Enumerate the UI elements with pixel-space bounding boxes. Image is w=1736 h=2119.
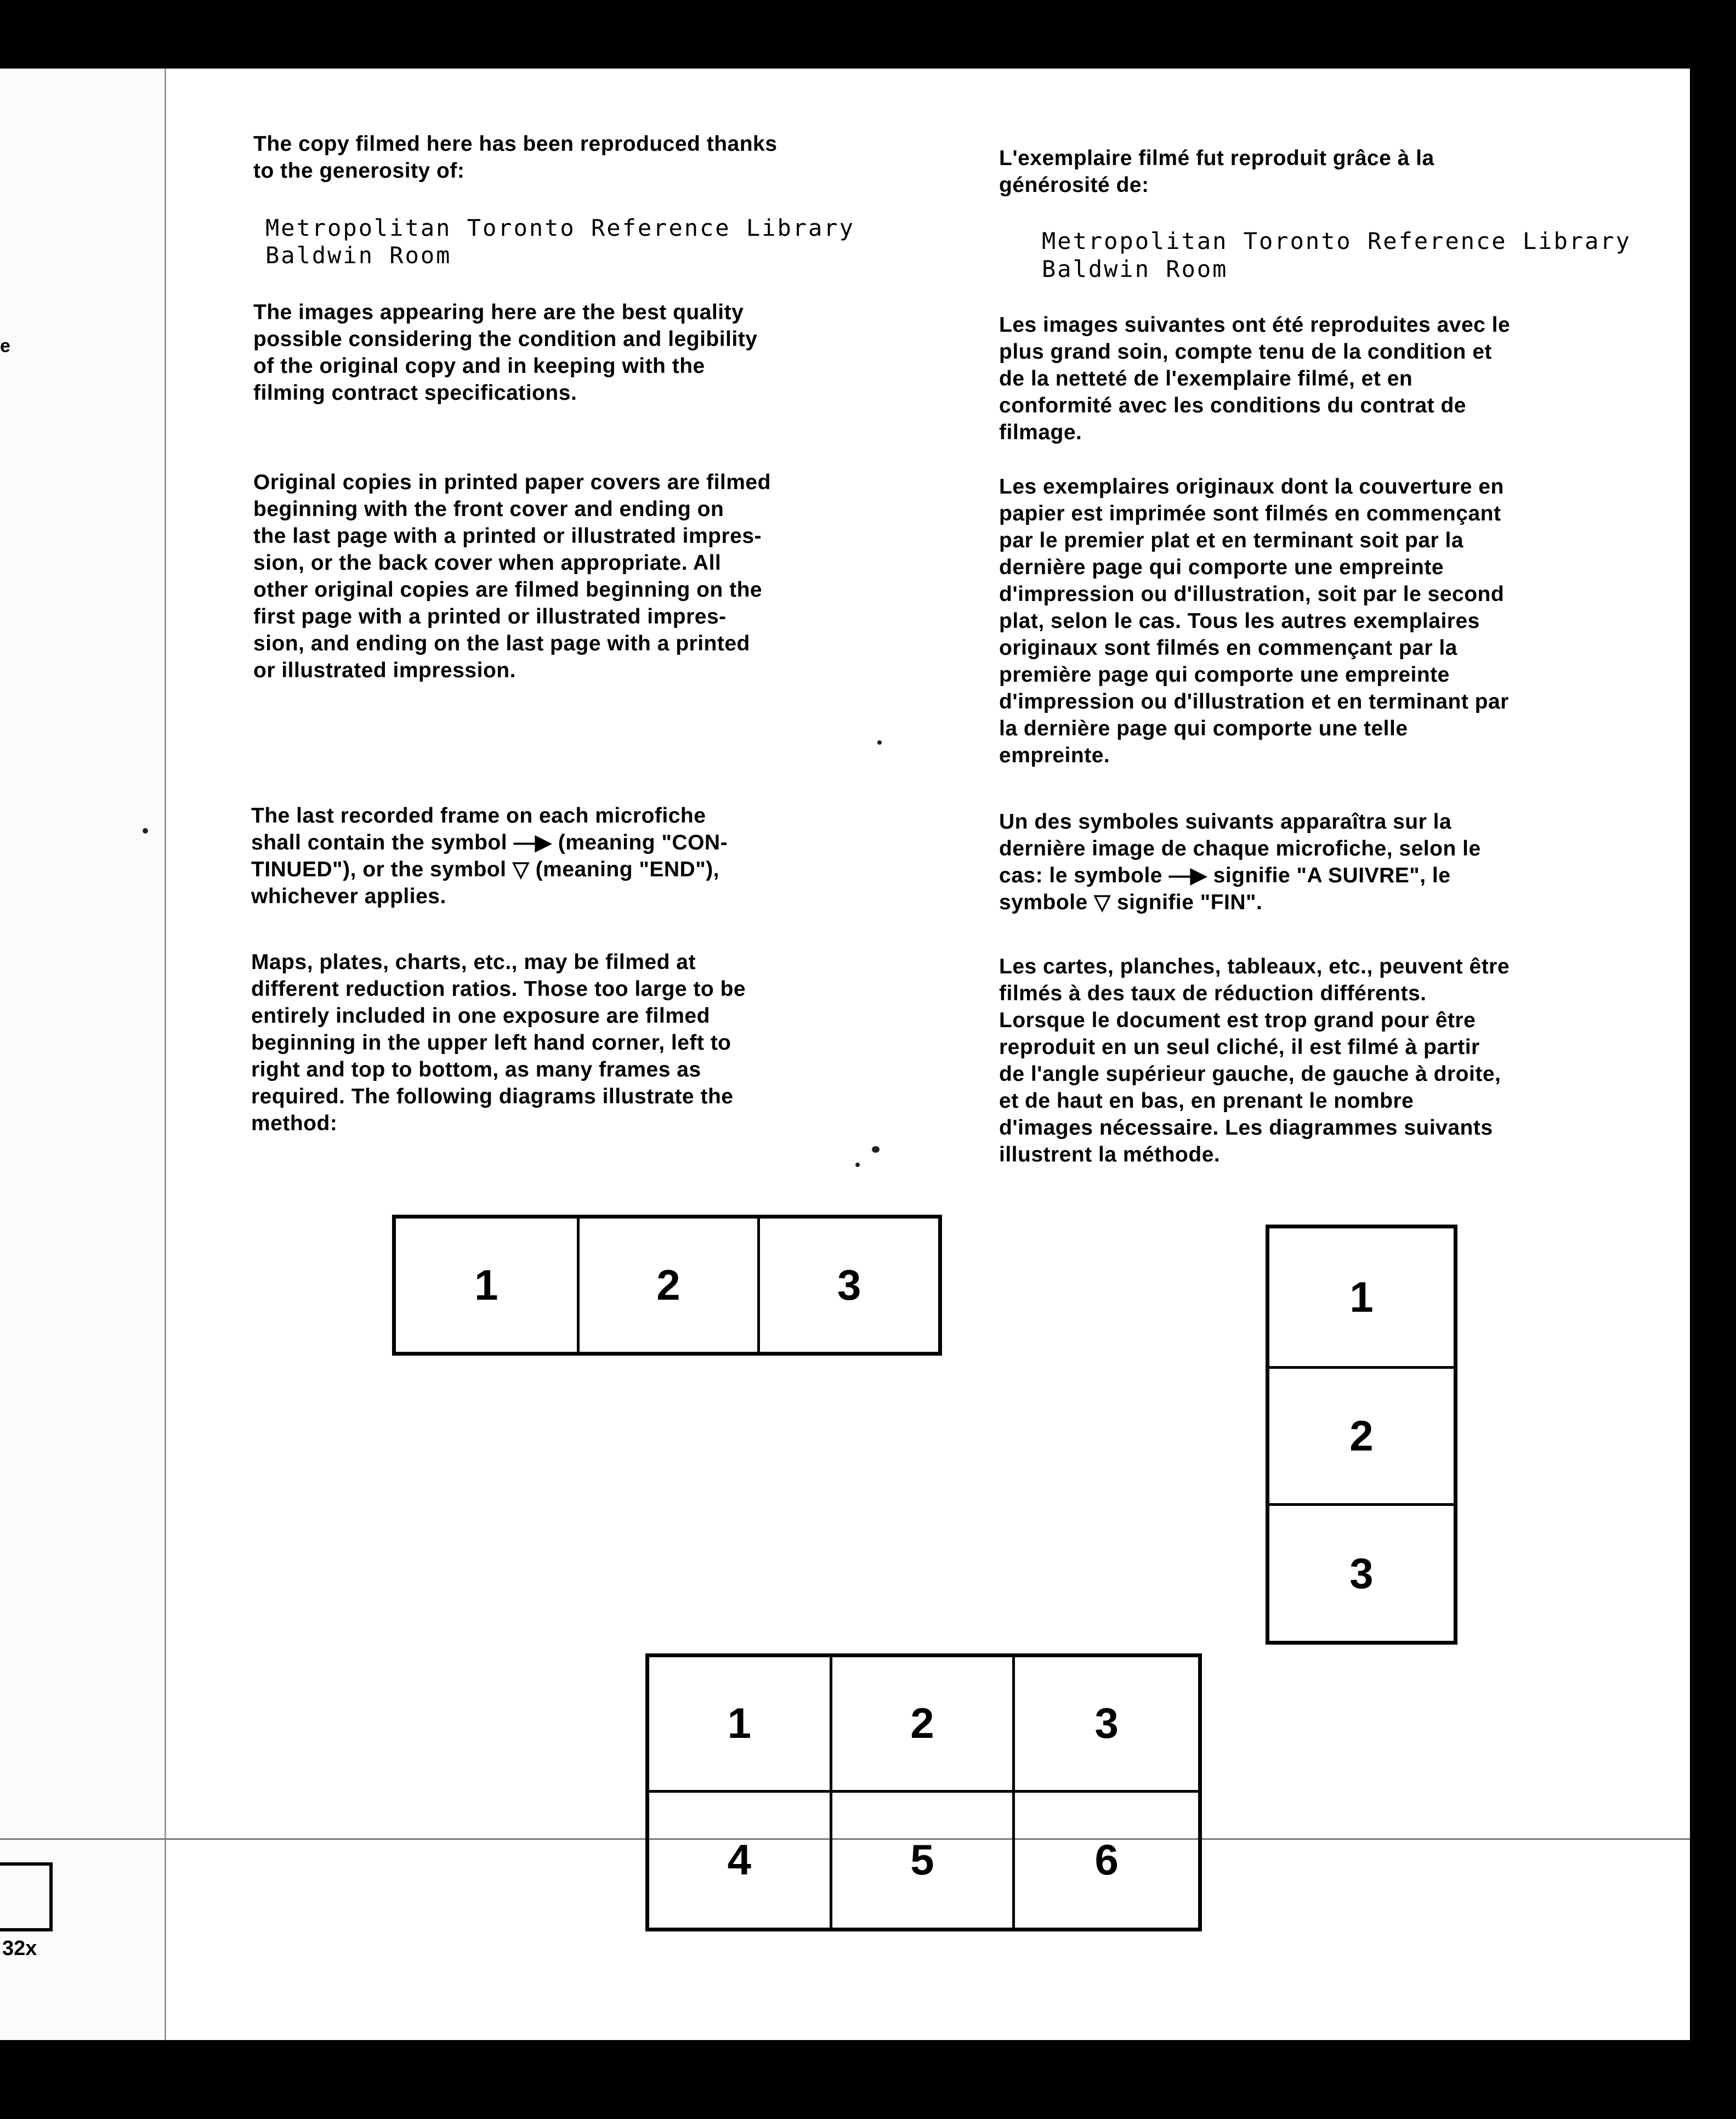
diagram-frame-6: 6	[1094, 1835, 1119, 1884]
previous-frame-strip	[0, 69, 166, 2040]
french-original-copies-paragraph: Les exemplaires originaux dont la couverture en papier est imprimée sont filmés en commençant par le premier plat et en terminant soit par la dernière page qui comporte une empreinte d'impression ou d'illustration, soit par le second plat, selon le cas. Tous les autres exemplaires originaux sont filmés en commençant par la première page qui comporte une empreinte d'impression ou d'illustration et en terminant par la dernière page qui comporte une telle empreinte.	[999, 475, 1509, 767]
english-maps-paragraph: Maps, plates, charts, etc., may be filmed at different reduction ratios. Those too large to be entirely included in one exposure are filmed beginning in the upper left hand corner, left to right and top to bottom, as many frames as required. The following diagrams illustrate the method:	[251, 950, 746, 1135]
english-library-name: Metropolitan Toronto Reference Library	[265, 214, 855, 241]
diagram-frame-1: 1	[474, 1261, 498, 1309]
french-library-name: Metropolitan Toronto Reference Library	[1042, 228, 1631, 254]
left-strip-fragment: e	[0, 336, 10, 356]
film-border-right	[1690, 0, 1736, 2119]
french-symbol-paragraph: Un des symboles suivants apparaîtra sur la dernière image de chaque microfiche, selon le cas: le symbole —▶ signifie "A SUIVRE", le symbole ▽ signifie "FIN".	[999, 810, 1481, 914]
diagram-grid-frames	[645, 1653, 1202, 1931]
diagram-frame-2: 2	[832, 1657, 1015, 1793]
english-images-paragraph: The images appearing here are the best quality possible considering the condition and legibility of the original copy and in keeping with the filming contract specifications.	[253, 301, 758, 405]
scan-speck	[855, 1163, 860, 1167]
diagram-frame-2: 2	[577, 1219, 758, 1352]
english-original-copies-paragraph: Original copies in printed paper covers are filmed beginning with the front cover and ending on the last page with a printed or illustrated impres- sion, or the back cover when appropriate. All other original copies are filmed beginning on the first page with a printed or illustrated impres- sion, and ending on the last page with a printed or illustrated impression.	[253, 471, 771, 682]
reduction-ratio-label: 32x	[2, 1937, 37, 1960]
english-symbol-paragraph: The last recorded frame on each microfiche shall contain the symbol —▶ (meaning "CON- TINUED"), or the symbol ▽ (meaning "END"), whichever applies.	[251, 804, 728, 908]
french-intro: L'exemplaire filmé fut reproduit grâce à la générosité de:	[999, 146, 1434, 197]
diagram-frame-3: 3	[757, 1219, 938, 1352]
diagram-frame-1: 1	[649, 1657, 832, 1793]
film-border-bottom	[0, 2040, 1736, 2119]
diagram-vertical-frames	[1266, 1225, 1457, 1645]
scan-speck	[872, 1146, 880, 1153]
diagram-horizontal-frames	[392, 1215, 942, 1356]
diagram-frame-3: 3	[1015, 1657, 1198, 1793]
french-images-paragraph: Les images suivantes ont été reproduites avec le plus grand soin, compte tenu de la condition et de la netteté de l'exemplaire filmé, et en conformité avec les conditions du contrat de filmage.	[999, 313, 1511, 444]
film-border-top	[0, 0, 1736, 69]
scan-speck	[143, 828, 148, 834]
diagram-frame-3: 3	[1269, 1503, 1454, 1641]
english-intro: The copy filmed here has been reproduced thanks to the generosity of:	[253, 132, 778, 183]
diagram-frame-4: 4	[649, 1793, 832, 1928]
left-strip-box	[0, 1862, 53, 1931]
english-library-room: Baldwin Room	[265, 242, 452, 269]
french-maps-paragraph: Les cartes, planches, tableaux, etc., peuvent être filmés à des taux de réduction différents. Lorsque le document est trop grand pour être reproduit en un seul cliché, il est filmé à partir de l'angle supérieur gauche, de gauche à droite, et de haut en bas, en prenant le nombre d'images nécessaire. Les diagrammes suivants illustrent la méthode.	[999, 955, 1510, 1166]
french-library-room: Baldwin Room	[1042, 256, 1228, 282]
diagram-frame-2: 2	[1269, 1366, 1454, 1504]
diagram-frame-5: 5	[832, 1793, 1015, 1928]
scan-speck	[877, 740, 882, 745]
diagram-frame-1: 1	[1349, 1272, 1374, 1321]
